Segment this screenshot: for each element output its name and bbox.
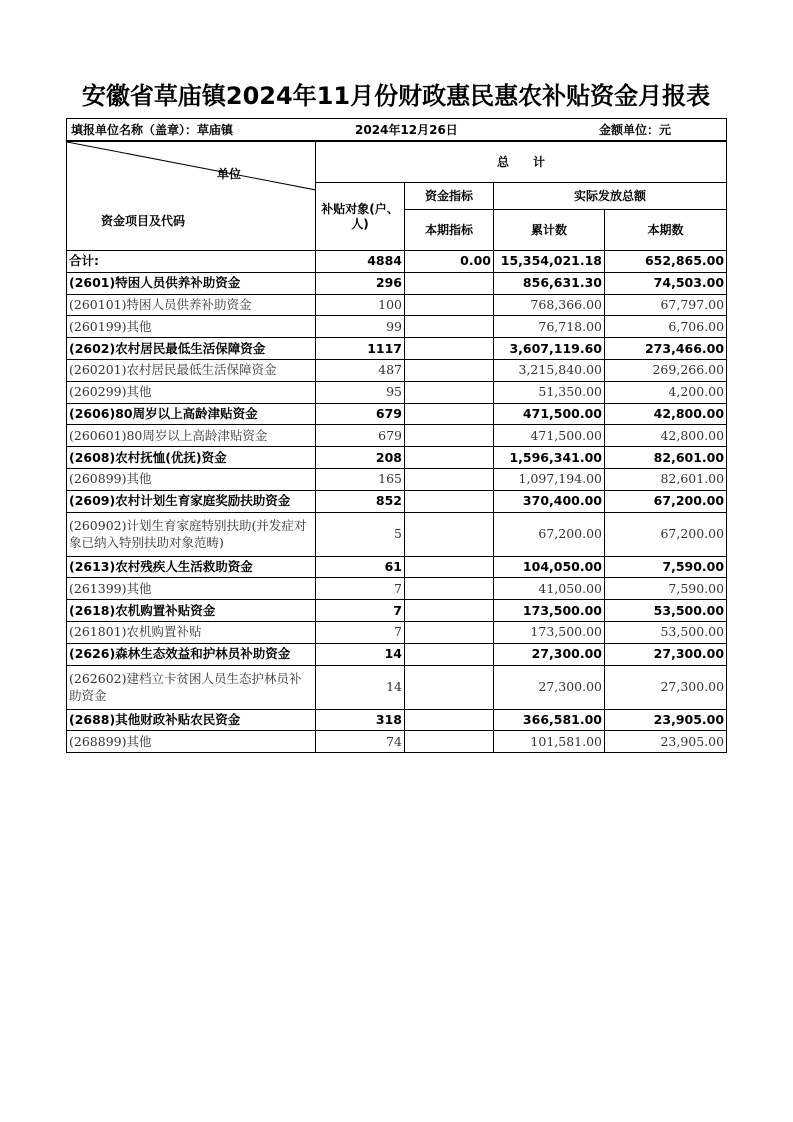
current-cell: 82,601.00 [605,468,727,490]
fund-index-cell [405,425,494,447]
subsidy-target-cell: 679 [316,425,405,447]
cumulative-cell: 1,097,194.00 [494,468,605,490]
table-row [67,490,727,512]
fund-index-cell [405,665,494,709]
cumulative-cell: 173,500.00 [494,600,605,622]
subsidy-target-cell: 679 [316,403,405,425]
fund-name-cell: (2608)农村抚恤(优抚)资金 [67,447,316,469]
current-cell: 27,300.00 [605,665,727,709]
fund-index-cell [405,381,494,403]
cumulative-cell: 3,215,840.00 [494,359,605,381]
cumulative-cell: 370,400.00 [494,490,605,512]
table-row [67,468,727,490]
subsidy-target-cell: 7 [316,578,405,600]
fund-name-cell: (2606)80周岁以上高龄津贴资金 [67,403,316,425]
actual-total-header: 实际发放总额 [494,183,727,210]
info-row [67,119,727,141]
fund-name-cell: (268899)其他 [67,731,316,753]
fund-index-cell [405,731,494,753]
cumulative-cell: 768,366.00 [494,294,605,316]
subsidy-target-cell: 852 [316,490,405,512]
fund-index-cell [405,600,494,622]
fund-name-cell: (2626)森林生态效益和护林员补助资金 [67,643,316,665]
cumulative-cell: 3,607,119.60 [494,338,605,360]
table-row [67,621,727,643]
subsidy-target-cell: 487 [316,359,405,381]
fund-name-cell: (2618)农机购置补贴资金 [67,600,316,622]
current-cell: 74,503.00 [605,272,727,294]
project-code-header: 资金项目及代码 [101,213,186,228]
current-cell: 269,266.00 [605,359,727,381]
subsidy-target-header: 补贴对象(户、人) [316,183,405,251]
subsidy-target-cell: 7 [316,621,405,643]
table-row [67,338,727,360]
fund-name-cell: (261801)农机购置补贴 [67,621,316,643]
table-row [67,359,727,381]
fund-name-cell: (2602)农村居民最低生活保障资金 [67,338,316,360]
fund-index-cell [405,294,494,316]
reporting-unit: 填报单位名称（盖章）：草庙镇 [71,123,234,137]
fund-name-cell: (260902)计划生育家庭特别扶助(并发症对象已纳入特别扶助对象范畴) [67,512,316,556]
table-row [67,251,727,273]
cumulative-cell: 76,718.00 [494,316,605,338]
currency-unit: 金额单位：元 [599,123,672,137]
cumulative-cell: 15,354,021.18 [494,251,605,273]
subsidy-target-cell: 318 [316,709,405,731]
fund-index-cell [405,359,494,381]
current-cell: 23,905.00 [605,709,727,731]
fund-name-cell: (260201)农村居民最低生活保障资金 [67,359,316,381]
cumulative-cell: 856,631.30 [494,272,605,294]
current-cell: 273,466.00 [605,338,727,360]
fund-index-cell [405,338,494,360]
current-cell: 42,800.00 [605,425,727,447]
subsidy-target-cell: 5 [316,512,405,556]
fund-index-header: 资金指标 [405,183,494,210]
fund-index-cell [405,643,494,665]
current-cell: 6,706.00 [605,316,727,338]
table-row [67,381,727,403]
report-title: 安徽省草庙镇2024年11月份财政惠民惠农补贴资金月报表 [81,82,711,110]
fund-name-cell: (262602)建档立卡贫困人员生态护林员补助资金 [67,665,316,709]
fund-name-cell: (260601)80周岁以上高龄津贴资金 [67,425,316,447]
fund-index-cell [405,272,494,294]
current-cell: 67,200.00 [605,490,727,512]
current-cell: 4,200.00 [605,381,727,403]
fund-name-cell: (2613)农村残疾人生活救助资金 [67,556,316,578]
cumulative-cell: 67,200.00 [494,512,605,556]
fund-name-cell: (260199)其他 [67,316,316,338]
fund-index-cell [405,468,494,490]
diagonal-header-cell [67,141,316,251]
fund-index-cell: 0.00 [405,251,494,273]
cumulative-cell: 104,050.00 [494,556,605,578]
subsidy-target-cell: 14 [316,643,405,665]
fund-name-cell: (2688)其他财政补贴农民资金 [67,709,316,731]
table-row [67,294,727,316]
subsidy-target-cell: 7 [316,600,405,622]
table-row [67,578,727,600]
subsidy-target-cell: 1117 [316,338,405,360]
cumulative-cell: 471,500.00 [494,425,605,447]
subsidy-target-cell: 95 [316,381,405,403]
cumulative-cell: 51,350.00 [494,381,605,403]
current-cell: 53,500.00 [605,621,727,643]
table-row [67,643,727,665]
fund-index-cell [405,578,494,600]
fund-index-cell [405,709,494,731]
fund-index-cell [405,447,494,469]
report-date: 2024年12月26日 [355,123,458,137]
diagonal-line [67,142,316,251]
fund-name-cell: (260899)其他 [67,468,316,490]
cumulative-cell: 101,581.00 [494,731,605,753]
cumulative-cell: 173,500.00 [494,621,605,643]
current-cell: 652,865.00 [605,251,727,273]
table-row [67,600,727,622]
current-cell: 67,200.00 [605,512,727,556]
fund-name-cell: (260299)其他 [67,381,316,403]
subsidy-target-cell: 14 [316,665,405,709]
subsidy-target-cell: 61 [316,556,405,578]
cumulative-header: 累计数 [494,210,605,251]
table-row [67,556,727,578]
table-row [67,316,727,338]
cumulative-cell: 1,596,341.00 [494,447,605,469]
table-row [67,272,727,294]
current-cell: 7,590.00 [605,578,727,600]
subsidy-target-cell: 4884 [316,251,405,273]
subsidy-target-cell: 74 [316,731,405,753]
fund-name-cell: (2601)特困人员供养补助资金 [67,272,316,294]
fund-index-cell [405,490,494,512]
table-row [67,447,727,469]
fund-name-cell: (261399)其他 [67,578,316,600]
current-index-header: 本期指标 [405,210,494,251]
cumulative-cell: 366,581.00 [494,709,605,731]
info-cell [67,119,727,141]
cumulative-cell: 41,050.00 [494,578,605,600]
report-table [66,118,727,753]
current-cell: 23,905.00 [605,731,727,753]
header-row-1 [67,141,727,183]
subsidy-target-cell: 296 [316,272,405,294]
current-cell: 82,601.00 [605,447,727,469]
cumulative-cell: 471,500.00 [494,403,605,425]
cumulative-cell: 27,300.00 [494,643,605,665]
fund-index-cell [405,621,494,643]
fund-name-cell: (2609)农村计划生育家庭奖励扶助资金 [67,490,316,512]
total-header: 总 计 [316,141,727,183]
current-cell: 53,500.00 [605,600,727,622]
fund-name-cell: 合计: [67,251,316,273]
current-cell: 27,300.00 [605,643,727,665]
subsidy-target-cell: 100 [316,294,405,316]
subsidy-target-cell: 99 [316,316,405,338]
table-row [67,512,727,556]
unit-header: 单位 [217,166,242,181]
table-row [67,731,727,753]
table-row [67,665,727,709]
fund-name-cell: (260101)特困人员供养补助资金 [67,294,316,316]
table-row [67,403,727,425]
table-row [67,709,727,731]
current-header: 本期数 [605,210,727,251]
fund-index-cell [405,512,494,556]
current-cell: 67,797.00 [605,294,727,316]
fund-index-cell [405,403,494,425]
fund-index-cell [405,556,494,578]
cumulative-cell: 27,300.00 [494,665,605,709]
current-cell: 42,800.00 [605,403,727,425]
subsidy-target-cell: 165 [316,468,405,490]
current-cell: 7,590.00 [605,556,727,578]
table-row [67,425,727,447]
subsidy-target-cell: 208 [316,447,405,469]
fund-index-cell [405,316,494,338]
